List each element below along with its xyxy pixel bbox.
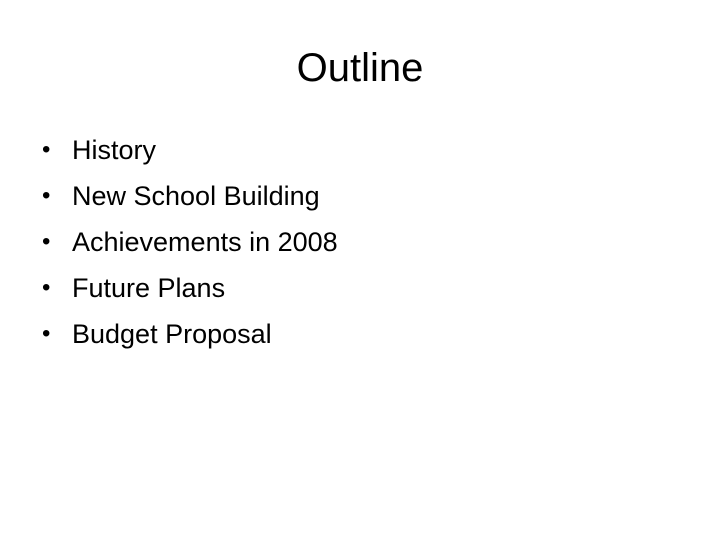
bullet-icon: • bbox=[42, 320, 51, 347]
bullet-icon: • bbox=[42, 182, 51, 209]
list-item bbox=[42, 311, 338, 357]
list-item bbox=[42, 127, 338, 173]
list-item-label: Future Plans bbox=[72, 273, 226, 303]
list-item bbox=[42, 219, 338, 265]
list-item bbox=[42, 173, 338, 219]
slide-title: Outline bbox=[296, 46, 424, 90]
outline-bullet-list bbox=[42, 127, 338, 357]
list-item-label: Achievements in 2008 bbox=[72, 227, 338, 257]
bullet-icon: • bbox=[42, 274, 51, 301]
bullet-icon: • bbox=[42, 136, 51, 163]
list-item bbox=[42, 265, 338, 311]
list-item-label: History bbox=[72, 135, 157, 165]
list-item-label: New School Building bbox=[72, 181, 320, 211]
bullet-icon: • bbox=[42, 228, 51, 255]
list-item-label: Budget Proposal bbox=[72, 319, 272, 349]
